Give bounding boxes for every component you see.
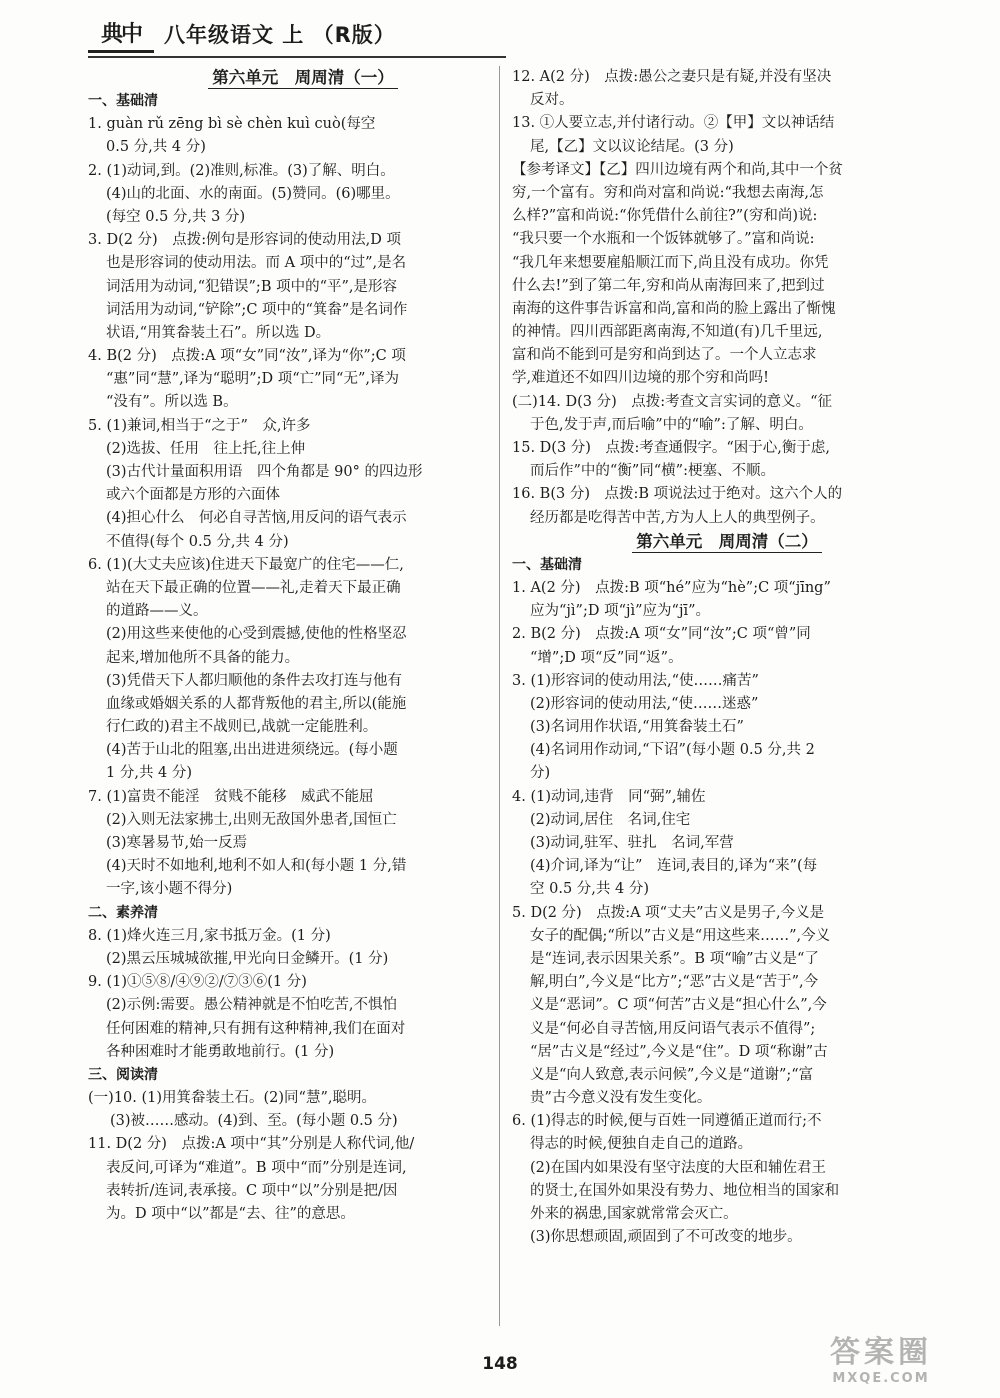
answer-line: (一)10. (1)用箕畚装土石。(2)同“慧”,聪明。 [88, 1090, 376, 1107]
answer-line: 6. (1)(大丈夫应该)住进天下最宽广的住宅——仁, [88, 556, 404, 573]
answer-line: 0.5 分,共 4 分) [106, 139, 206, 156]
answer-line: 6. (1)得志的时候,便与百姓一同遵循正道而行;不 [512, 1113, 822, 1130]
answer-line: 行仁政的)君主不战则已,战就一定能胜利。 [106, 719, 378, 736]
answer-line: (4)担心什么 何必自寻苦恼,用反问的语气表示 [106, 510, 407, 527]
answer-line: 7. (1)富贵不能淫 贫贱不能移 威武不能屈 [88, 788, 374, 805]
answer-line: (2)选拔、任用 往上托,往上伸 [106, 440, 306, 457]
answer-line: “惠”同“慧”,译为“聪明”;D 项“亡”同“无”,译为 [106, 371, 399, 388]
answer-line: (2)入则无法家拂士,出则无敌国外患者,国恒亡 [106, 811, 397, 828]
answer-line: 12. A(2 分) 点拨:愚公之妻只是有疑,并没有坚决 [512, 69, 832, 85]
answer-line: (二)14. D(3 分) 点拨:考查文言实词的意义。“征 [512, 393, 833, 410]
answer-line: 15. D(3 分) 点拨:考查通假字。“困于心,衡于虑, [512, 440, 830, 456]
answer-line: 起来,增加他所不具备的能力。 [106, 649, 300, 666]
answer-line: 也是形容词的使动用法。而 A 项中的“过”,是名 [106, 255, 407, 272]
answer-line: 3. D(2 分) 点拨:例句是形容词的使动用法,D 项 [88, 232, 401, 249]
answer-line: 的神情。四川西部距离南海,不知道(有)几千里远, [512, 324, 823, 341]
answer-line: 4. B(2 分) 点拨:A 项“女”同“汝”,译为“你”;C 项 [88, 348, 406, 365]
answers-continued [512, 66, 942, 530]
answer-line: 学,难道还不如四川边境的那个穷和尚吗! [512, 370, 769, 387]
page-header [88, 16, 396, 52]
answer-line: (2)用这些来使他的心受到震撼,使他的性格坚忍 [106, 626, 407, 643]
answer-line: (3)寒暑易节,始一反焉 [106, 835, 248, 851]
watermark-text: 答案圈 [830, 1334, 932, 1370]
answers-week-2 [512, 554, 942, 1250]
answer-line: 外来的祸患,国家就常常会灭亡。 [530, 1206, 738, 1222]
answer-line: (4)苦于山北的阻塞,出出进进须绕远。(每小题 [106, 742, 398, 759]
answer-line: 的贤士,在国外如果没有势力、地位相当的国家和 [530, 1182, 840, 1199]
answer-line: 5. D(2 分) 点拨:A 项“丈夫”古义是男子,今义是 [512, 904, 825, 921]
answer-line: 8. (1)烽火连三月,家书抵万金。(1 分) [88, 927, 331, 944]
answer-line: 词活用为动词,“铲除”;C 项中的“箕畚”是名词作 [106, 301, 408, 318]
answer-line: 一字,该小题不得分) [106, 881, 233, 898]
answer-line: 的道路——义。 [106, 603, 208, 620]
right-column [512, 66, 942, 1249]
answer-line: 为。D 项中“以”都是“去、往”的意思。 [106, 1206, 355, 1222]
series-logo: 典中 [88, 16, 154, 53]
answer-line: 穷,一个富有。穷和尚对富和尚说:“我想去南海,怎 [512, 184, 824, 201]
answer-line: 义是“恶词”。C 项“何苦”古义是“担心什么”,今 [530, 997, 827, 1014]
answer-line: 空 0.5 分,共 4 分) [530, 881, 649, 898]
answer-line: 11. D(2 分) 点拨:A 项中“其”分别是人称代词,他/ [88, 1136, 415, 1153]
answer-line: (3)凭借天下人都归顺他的条件去攻打连与他有 [106, 672, 403, 689]
watermark-url: MXQE.COM [832, 1370, 930, 1386]
answer-line: 2. B(2 分) 点拨:A 项“女”同“汝”;C 项“曾”同 [512, 626, 811, 643]
answer-line: (2)形容词的使动用法,“使……迷惑” [530, 695, 759, 712]
answer-line: 表转折/连词,表承接。C 项中“以”分别是把/因 [106, 1182, 398, 1199]
answer-line: 义是“向人致意,表示问候”,今义是“道谢”;“富 [530, 1066, 814, 1083]
answer-line: “我只要一个水瓶和一个饭钵就够了。”富和尚说: [512, 231, 815, 248]
answer-line: 9. (1)①⑤⑧/④⑨②/⑦③⑥(1 分) [88, 974, 307, 991]
answer-line: “没有”。所以选 B。 [106, 394, 238, 411]
answer-line: 尾,【乙】文以议论结尾。(3 分) [530, 138, 734, 155]
answer-line: 或六个面都是方形的六面体 [106, 487, 280, 504]
answer-line: 什么去!”到了第二年,穷和尚从南海回来了,把到过 [512, 277, 825, 294]
answer-line: 5. (1)兼词,相当于“之于” 众,许多 [88, 417, 311, 434]
left-column [88, 66, 518, 1226]
answer-line: 表反问,可译为“难道”。B 项中“而”分别是连词, [106, 1159, 407, 1176]
answer-line: 站在天下最正确的位置——礼,走着天下最正确 [106, 579, 401, 596]
page-number: 148 [482, 1354, 518, 1374]
answer-line: 么样?”富和尚说:“你凭借什么前往?”(穷和尚)说: [512, 208, 818, 225]
answer-line: 分) [530, 765, 551, 782]
answer-line: 得志的时候,便独自走自己的道路。 [530, 1136, 753, 1153]
answer-line: 是“连词,表示因果关系”。B 项“喻”古义是“了 [530, 950, 819, 967]
answer-line: 不值得(每个 0.5 分,共 4 分) [106, 533, 289, 550]
section-title-week-2: 第六单元 周周清（二） [512, 530, 942, 554]
answer-line: 解,明白”,今义是“比方”;“恶”古义是“苦于”,今 [530, 974, 819, 991]
answer-line: 南海的这件事告诉富和尚,富和尚的脸上露出了惭愧 [512, 300, 836, 317]
answer-line: 状语,“用箕畚装土石”。所以选 D。 [106, 324, 331, 341]
answer-line: 1 分,共 4 分) [106, 765, 193, 782]
book-title: 八年级语文 上 （R版） [164, 23, 396, 47]
answer-line: 【参考译文】【乙】四川边境有两个和尚,其中一个贫 [512, 161, 843, 178]
answer-line: 血缘或婚姻关系的人都背叛他的君主,所以(能施 [106, 695, 407, 712]
answer-line: 任何困难的精神,只有拥有这种精神,我们在面对 [106, 1020, 406, 1037]
answer-line: 各种困难时才能勇敢地前行。(1 分) [106, 1043, 335, 1060]
answer-line: “增”;D 项“反”同“返”。 [530, 649, 683, 666]
header-rule [88, 56, 506, 58]
answer-line: 富和尚不能到可是穷和尚到达了。一个人立志求 [512, 347, 817, 364]
answer-line: 3. (1)形容词的使动用法,“使……痛苦” [512, 672, 759, 689]
answer-line: 贵”古今意义没有发生变化。 [530, 1090, 712, 1107]
answer-line: (4)山的北面、水的南面。(5)赞同。(6)哪里。 [106, 185, 400, 202]
answer-line: “我几年来想要雇船顺江而下,尚且没有成功。你凭 [512, 254, 829, 271]
answer-line: 于色,发于声,而后喻”中的“喻”:了解、明白。 [530, 416, 813, 433]
answer-line: (3)名词用作状语,“用箕畚装土石” [530, 719, 744, 736]
answer-line: (4)名词用作动词,“下诏”(每小题 0.5 分,共 2 [530, 742, 815, 759]
answer-line: 经历都是吃得苦中苦,方为人上人的典型例子。 [530, 509, 825, 526]
answer-line: (4)天时不如地利,地利不如人和(每小题 1 分,错 [106, 858, 407, 875]
answer-line: 义是“何必自寻苦恼,用反问语气表示不值得”; [530, 1020, 816, 1037]
answer-line: (2)示例:需要。愚公精神就是不怕吃苦,不惧怕 [106, 997, 398, 1014]
answer-line: (2)在国内如果没有坚守法度的大臣和辅佐君王 [530, 1159, 827, 1176]
answer-line: 词活用为动词,“犯错误”;B 项中的“平”,是形容 [106, 278, 398, 295]
answer-line: 2. (1)动词,到。(2)准则,标准。(3)了解、明白。 [88, 162, 395, 179]
answer-line: “居”古义是“经过”,今义是“住”。D 项“称谢”古 [530, 1043, 828, 1060]
answer-line: (3)古代计量面积用语 四个角都是 90° 的四边形 [106, 464, 423, 480]
section-heading: 一、基础清 [88, 93, 158, 109]
answer-line: (每空 0.5 分,共 3 分) [106, 208, 246, 225]
answer-line: 反对。 [530, 92, 574, 109]
section-heading: 一、基础清 [512, 556, 582, 573]
answer-line: 应为“jì”;D 项“jì”应为“jī”。 [530, 603, 710, 620]
answer-line: (2)动词,居住 名词,住宅 [530, 811, 691, 828]
answer-line: 1. guàn rǔ zēng bì sè chèn kuì cuò(每空 [88, 116, 376, 133]
answer-line: 1. A(2 分) 点拨:B 项“hé”应为“hè”;C 项“jīng” [512, 579, 831, 596]
answer-line: (3)你思想顽固,顽固到了不可改变的地步。 [530, 1229, 802, 1246]
watermark-logo [796, 1328, 966, 1384]
section-title-week-1: 第六单元 周周清（一） [88, 66, 518, 90]
answer-line: (3)动词,驻军、驻扎 名词,军营 [530, 835, 734, 851]
answer-line: (2)黑云压城城欲摧,甲光向日金鳞开。(1 分) [106, 950, 389, 967]
answer-line: 4. (1)动词,违背 同“弼”,辅佐 [512, 788, 706, 805]
answer-line: (4)介词,译为“让” 连词,表目的,译为“来”(每 [530, 858, 818, 875]
answer-line: 女子的配偶;“所以”古义是“用这些来……”,今义 [530, 927, 831, 944]
answer-line: 而后作”中的“衡”同“横”:梗塞、不顺。 [530, 463, 775, 480]
answer-line: 13. ①人要立志,并付诸行动。②【甲】文以神话结 [512, 115, 835, 132]
answer-line: (3)被……感动。(4)到、至。(每小题 0.5 分) [110, 1113, 398, 1130]
answer-line: 16. B(3 分) 点拨:B 项说法过于绝对。这六个人的 [512, 486, 843, 503]
section-heading: 三、阅读清 [88, 1066, 158, 1083]
section-heading: 二、素养清 [88, 904, 158, 921]
